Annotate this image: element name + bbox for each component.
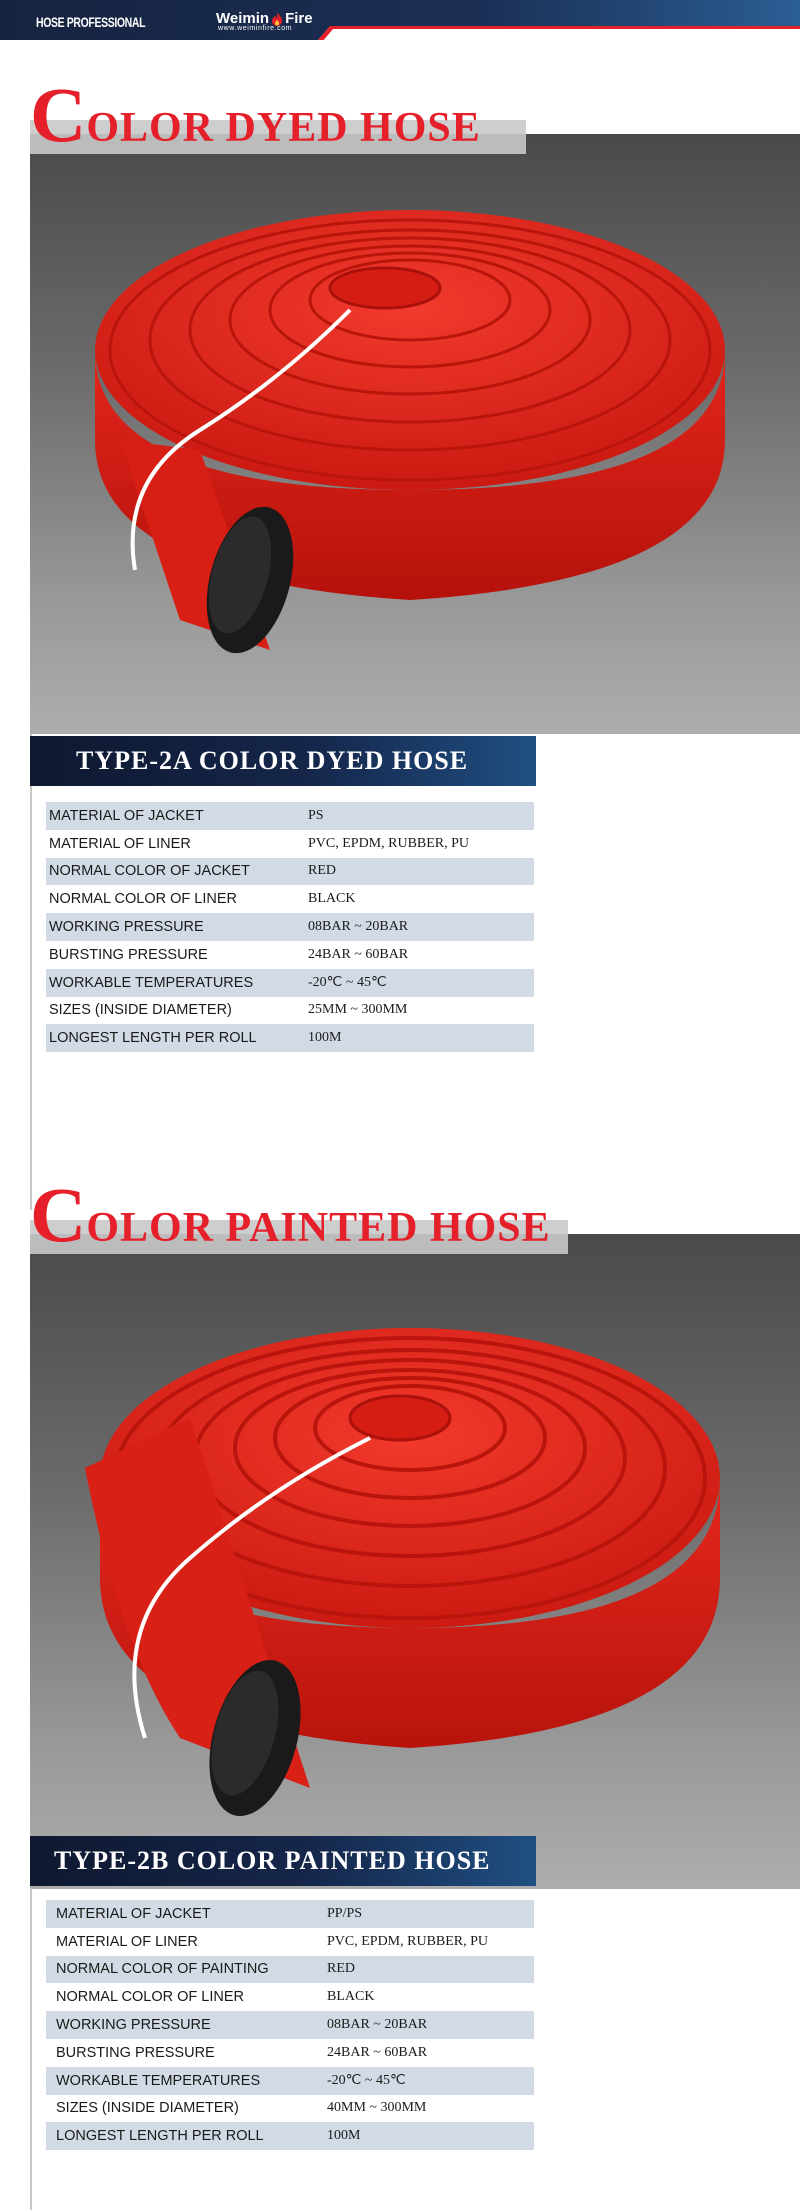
section-divider-line: [30, 1888, 32, 2210]
type-banner: [30, 1836, 536, 1886]
spec-row: BURSTING PRESSURE 24BAR ~ 60BAR: [56, 2044, 428, 2061]
spec-row: MATERIAL OF LINER PVC, EPDM, RUBBER, PU: [56, 1933, 489, 1950]
brand-tagline: HOSE PROFESSIONAL: [36, 14, 146, 30]
title-text: OLOR DYED HOSE: [86, 105, 481, 151]
section-divider-line: [30, 734, 32, 1210]
spec-table: [46, 1900, 534, 2150]
spec-row: NORMAL COLOR OF LINER BLACK: [49, 891, 356, 908]
dyed-hose-roll-image: [80, 180, 740, 680]
section-title: [30, 71, 481, 158]
title-text: OLOR PAINTED HOSE: [86, 1205, 551, 1251]
page-header: [0, 0, 800, 40]
spec-row: LONGEST LENGTH PER ROLL 100M: [46, 1024, 534, 1052]
flame-icon: [271, 12, 283, 26]
title-initial: C: [30, 71, 87, 158]
spec-row: NORMAL COLOR OF PAINTING RED: [46, 1956, 534, 1984]
spec-row: SIZES (INSIDE DIAMETER) 40MM ~ 300MM: [56, 2100, 427, 2117]
company-logo[interactable]: [216, 10, 313, 32]
painted-hose-roll-image: [80, 1298, 740, 1828]
spec-row: WORKING PRESSURE 08BAR ~ 20BAR: [46, 913, 534, 941]
spec-row: WORKABLE TEMPERATURES -20℃ ~ 45℃: [46, 969, 534, 997]
logo-name-weimin: Weimin: [216, 10, 270, 27]
section-title: [30, 1171, 551, 1258]
spec-row: NORMAL COLOR OF JACKET RED: [46, 858, 534, 886]
type-banner: [30, 736, 536, 786]
spec-row: MATERIAL OF JACKET PP/PS: [46, 1900, 534, 1928]
type-label: TYPE-2B COLOR PAINTED HOSE: [54, 1846, 491, 1875]
spec-row: LONGEST LENGTH PER ROLL 100M: [46, 2122, 534, 2150]
title-initial: C: [30, 1171, 87, 1258]
type-label: TYPE-2A COLOR DYED HOSE: [76, 746, 469, 775]
spec-row: SIZES (INSIDE DIAMETER) 25MM ~ 300MM: [49, 1002, 408, 1019]
spec-row: MATERIAL OF LINER PVC, EPDM, RUBBER, PU: [49, 835, 470, 852]
spec-table: [46, 802, 534, 1052]
spec-row: NORMAL COLOR OF LINER BLACK: [56, 1989, 375, 2006]
logo-url[interactable]: www.weiminfire.com: [218, 25, 293, 32]
spec-row: WORKABLE TEMPERATURES -20℃ ~ 45℃: [46, 2067, 534, 2095]
logo-name-fire: Fire: [285, 10, 313, 27]
spec-row: BURSTING PRESSURE 24BAR ~ 60BAR: [49, 946, 409, 963]
spec-row: WORKING PRESSURE 08BAR ~ 20BAR: [46, 2011, 534, 2039]
spec-row: MATERIAL OF JACKET PS: [46, 802, 534, 830]
